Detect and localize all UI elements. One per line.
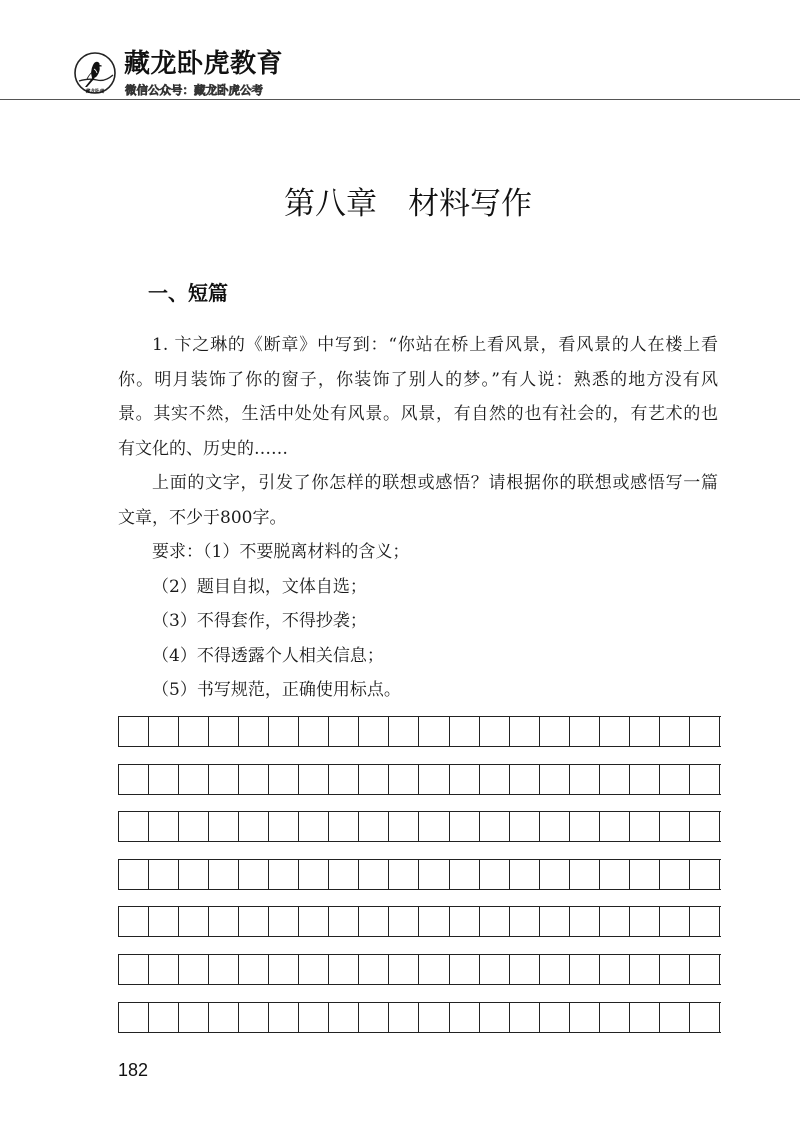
- material-line: 有文化的、历史的……: [118, 438, 288, 459]
- grid-cell: [480, 812, 510, 841]
- grid-cell: [149, 860, 179, 889]
- grid-cell: [419, 907, 449, 936]
- grid-cell: [179, 1003, 209, 1032]
- grid-cell: [149, 765, 179, 794]
- grid-cell: [660, 1003, 690, 1032]
- grid-cell: [419, 765, 449, 794]
- grid-cell: [570, 812, 600, 841]
- brand-logo-icon: [73, 51, 117, 97]
- grid-cell: [299, 765, 329, 794]
- grid-cell: [119, 765, 149, 794]
- logo-lettering: 藏龙卧虎: [85, 89, 105, 95]
- grid-cell: [149, 812, 179, 841]
- grid-row: [118, 811, 721, 842]
- grid-cell: [540, 907, 570, 936]
- requirement-line: 要求：（1）不要脱离材料的含义；: [152, 542, 410, 562]
- grid-cell: [209, 812, 239, 841]
- grid-cell: [359, 812, 389, 841]
- grid-cell: [329, 765, 359, 794]
- grid-cell: [329, 907, 359, 936]
- grid-cell: [690, 1003, 720, 1032]
- grid-cell: [480, 907, 510, 936]
- requirement-line: （3）不得套作，不得抄袭；: [152, 611, 367, 631]
- grid-cell: [600, 860, 630, 889]
- grid-cell: [209, 955, 239, 984]
- grid-cell: [149, 717, 179, 746]
- grid-cell: [359, 765, 389, 794]
- brand-name: 藏龙卧虎教育: [124, 49, 284, 79]
- grid-cell: [450, 717, 480, 746]
- grid-cell: [359, 860, 389, 889]
- grid-cell: [389, 860, 419, 889]
- grid-cell: [630, 765, 660, 794]
- grid-cell: [480, 1003, 510, 1032]
- requirement-line: （5）书写规范，正确使用标点。: [152, 680, 401, 700]
- prompt-line: 文章，不少于800字。: [118, 507, 287, 528]
- grid-cell: [600, 955, 630, 984]
- grid-cell: [660, 907, 690, 936]
- grid-cell: [179, 860, 209, 889]
- grid-cell: [179, 907, 209, 936]
- grid-cell: [630, 812, 660, 841]
- grid-cell: [239, 812, 269, 841]
- grid-cell: [450, 812, 480, 841]
- grid-cell: [690, 765, 720, 794]
- grid-cell: [299, 860, 329, 889]
- grid-cell: [540, 765, 570, 794]
- grid-cell: [269, 812, 299, 841]
- grid-cell: [149, 1003, 179, 1032]
- section-heading: 一、短篇: [148, 281, 228, 305]
- grid-cell: [570, 907, 600, 936]
- grid-cell: [510, 717, 540, 746]
- grid-cell: [209, 717, 239, 746]
- grid-cell: [209, 860, 239, 889]
- grid-cell: [269, 1003, 299, 1032]
- grid-cell: [510, 907, 540, 936]
- grid-cell: [269, 955, 299, 984]
- grid-cell: [119, 717, 149, 746]
- material-line: 1. 卞之琳的《断章》中写到：“你站在桥上看风景，看风景的人在楼上看: [152, 335, 718, 355]
- grid-cell: [359, 717, 389, 746]
- prompt-line: 上面的文字，引发了你怎样的联想或感悟？请根据你的联想或感悟写一篇: [152, 473, 718, 493]
- grid-cell: [660, 765, 690, 794]
- material-line: 你。明月装饰了你的窗子，你装饰了别人的梦。”有人说：熟悉的地方没有风: [118, 369, 718, 390]
- grid-cell: [480, 955, 510, 984]
- grid-cell: [480, 860, 510, 889]
- grid-cell: [450, 860, 480, 889]
- grid-row: [118, 1002, 721, 1033]
- grid-cell: [690, 907, 720, 936]
- grid-cell: [299, 907, 329, 936]
- grid-cell: [329, 717, 359, 746]
- grid-cell: [209, 1003, 239, 1032]
- grid-cell: [690, 717, 720, 746]
- grid-cell: [630, 860, 660, 889]
- grid-cell: [269, 717, 299, 746]
- grid-cell: [419, 717, 449, 746]
- grid-cell: [239, 717, 269, 746]
- grid-cell: [660, 812, 690, 841]
- grid-cell: [389, 1003, 419, 1032]
- grid-cell: [329, 860, 359, 889]
- grid-cell: [179, 765, 209, 794]
- grid-row: [118, 764, 721, 795]
- grid-cell: [510, 812, 540, 841]
- header-divider: [0, 99, 800, 100]
- grid-cell: [690, 955, 720, 984]
- grid-cell: [419, 860, 449, 889]
- grid-cell: [570, 860, 600, 889]
- grid-cell: [269, 765, 299, 794]
- grid-cell: [450, 765, 480, 794]
- grid-row: [118, 954, 721, 985]
- grid-cell: [149, 955, 179, 984]
- grid-cell: [119, 1003, 149, 1032]
- grid-cell: [510, 955, 540, 984]
- grid-cell: [329, 955, 359, 984]
- grid-cell: [660, 717, 690, 746]
- grid-cell: [630, 1003, 660, 1032]
- grid-cell: [690, 860, 720, 889]
- material-line: 景。其实不然，生活中处处有风景。风景，有自然的也有社会的，有艺术的也: [118, 404, 718, 424]
- grid-cell: [239, 765, 269, 794]
- grid-cell: [269, 907, 299, 936]
- grid-cell: [329, 812, 359, 841]
- grid-cell: [179, 717, 209, 746]
- grid-cell: [419, 955, 449, 984]
- grid-cell: [570, 765, 600, 794]
- grid-cell: [299, 717, 329, 746]
- grid-cell: [389, 717, 419, 746]
- grid-cell: [540, 860, 570, 889]
- grid-cell: [450, 1003, 480, 1032]
- grid-cell: [239, 860, 269, 889]
- grid-cell: [690, 812, 720, 841]
- grid-cell: [119, 860, 149, 889]
- grid-cell: [389, 955, 419, 984]
- grid-cell: [239, 955, 269, 984]
- grid-cell: [389, 765, 419, 794]
- grid-cell: [600, 717, 630, 746]
- grid-cell: [119, 907, 149, 936]
- chapter-title: 第八章 材料写作: [284, 186, 532, 222]
- grid-cell: [389, 812, 419, 841]
- grid-cell: [540, 1003, 570, 1032]
- grid-cell: [600, 812, 630, 841]
- grid-cell: [179, 955, 209, 984]
- grid-cell: [660, 955, 690, 984]
- requirement-line: （2）题目自拟，文体自选；: [152, 576, 367, 597]
- grid-cell: [510, 860, 540, 889]
- grid-cell: [630, 717, 660, 746]
- grid-cell: [239, 1003, 269, 1032]
- grid-cell: [119, 812, 149, 841]
- grid-cell: [209, 907, 239, 936]
- grid-cell: [630, 955, 660, 984]
- grid-cell: [510, 1003, 540, 1032]
- grid-cell: [450, 907, 480, 936]
- grid-cell: [389, 907, 419, 936]
- question-text: [118, 328, 718, 708]
- writing-grid: [118, 716, 721, 1049]
- grid-cell: [600, 1003, 630, 1032]
- grid-cell: [419, 1003, 449, 1032]
- grid-cell: [329, 1003, 359, 1032]
- grid-cell: [299, 1003, 329, 1032]
- grid-cell: [149, 907, 179, 936]
- requirement-line: （4）不得透露个人相关信息；: [152, 645, 384, 666]
- grid-cell: [630, 907, 660, 936]
- grid-cell: [359, 955, 389, 984]
- grid-cell: [450, 955, 480, 984]
- grid-cell: [480, 717, 510, 746]
- grid-cell: [480, 765, 510, 794]
- grid-cell: [600, 907, 630, 936]
- brand-subtitle: 微信公众号：藏龙卧虎公考: [125, 83, 263, 97]
- grid-cell: [660, 860, 690, 889]
- grid-cell: [510, 765, 540, 794]
- grid-cell: [299, 955, 329, 984]
- grid-cell: [419, 812, 449, 841]
- grid-cell: [209, 765, 239, 794]
- page-number: 182: [118, 1060, 149, 1080]
- grid-cell: [359, 907, 389, 936]
- grid-cell: [570, 955, 600, 984]
- grid-cell: [540, 812, 570, 841]
- grid-cell: [540, 955, 570, 984]
- grid-cell: [119, 955, 149, 984]
- grid-cell: [570, 717, 600, 746]
- grid-row: [118, 716, 721, 747]
- grid-cell: [540, 717, 570, 746]
- grid-row: [118, 906, 721, 937]
- grid-cell: [239, 907, 269, 936]
- grid-cell: [299, 812, 329, 841]
- grid-cell: [179, 812, 209, 841]
- grid-cell: [600, 765, 630, 794]
- grid-row: [118, 859, 721, 890]
- grid-cell: [359, 1003, 389, 1032]
- grid-cell: [570, 1003, 600, 1032]
- grid-cell: [269, 860, 299, 889]
